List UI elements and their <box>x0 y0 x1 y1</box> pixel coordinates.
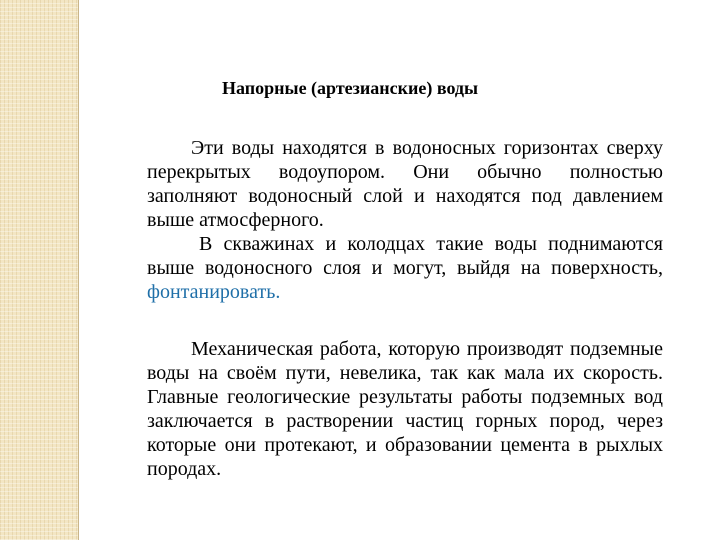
slide-title: Напорные (артезианские) воды <box>222 78 479 98</box>
paragraph-mechanical-work: Механическая работа, которую производят подземные воды на своём пути, невелика, так как мала их скорость. Главные геологические результаты работы подземных вод заключается в растворении частиц горных пород, через которые они протекают, и образовании цемента в рыхлых породах. <box>147 338 663 480</box>
decorative-side-strip <box>0 0 79 540</box>
paragraph-artesian-wells <box>147 232 663 304</box>
fountain-link[interactable]: фонтанировать. <box>147 281 281 303</box>
text-block-artesian <box>147 136 663 304</box>
text-block-mechanical-work <box>147 337 663 481</box>
paragraph-artesian-definition: Эти воды находятся в водоносных горизонтах сверху перекрытых водоупором. Они обычно полностью заполняют водоносный слой и находятся под давлением выше атмосферного. <box>147 137 663 231</box>
paragraph-artesian-wells-text: В скважинах и колодцах такие воды поднимаются выше водоносного слоя и могут, выйдя на поверхность, <box>147 233 663 279</box>
